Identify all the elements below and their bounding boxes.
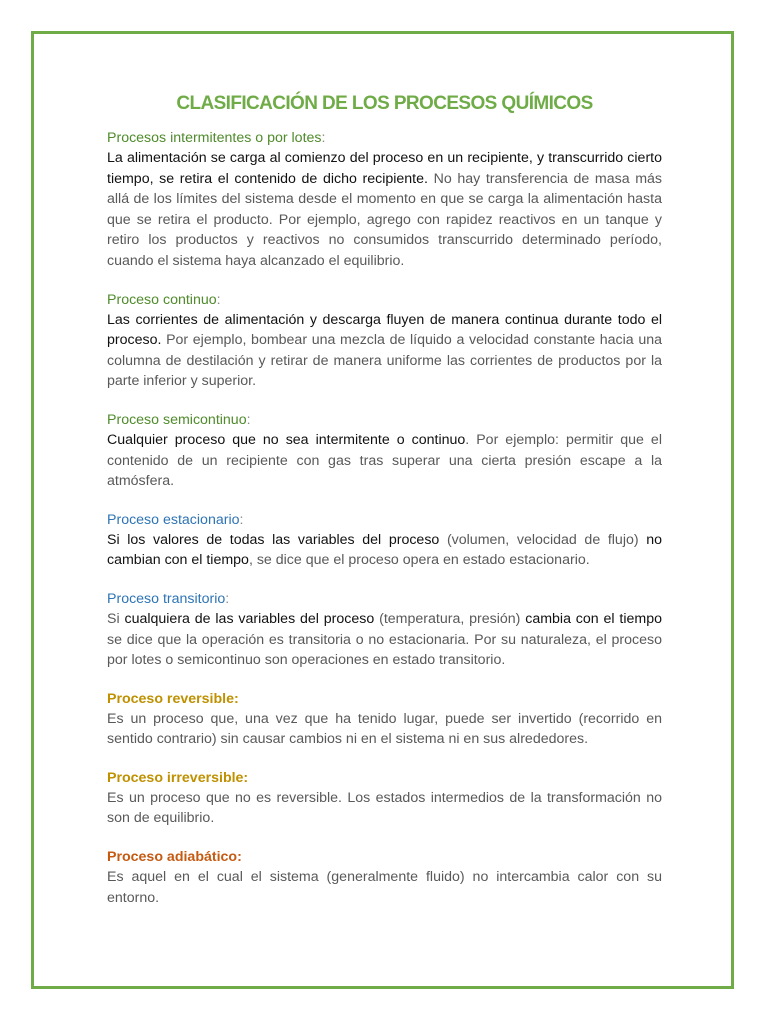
section-transitorio [107, 589, 662, 671]
section-body: Si los valores de todas las variables del proceso (volumen, velocidad de flujo) no cambian con el tiempo, se dice que el proceso opera en estado estacionario. [107, 531, 662, 569]
section-irreversible [107, 768, 662, 829]
section-body: Es un proceso que no es reversible. Los estados intermedios de la transformación no son de equilibrio. [107, 789, 662, 827]
section-body: La alimentación se carga al comienzo del proceso en un recipiente, y transcurrido cierto tiempo, se retira el contenido de dicho recipiente. No hay transferencia de masa más allá de los límites del sistema desde el momento en que se carga la alimentación hasta que se retira el producto. Por ejemplo, agrego con rapidez reactivos en un tanque y retiro los productos y reactivos no consumidos transcurrido determinado período, cuando el sistema haya alcanzado el equilibrio. [107, 150, 663, 269]
section-heading: Proceso adiabático: [107, 849, 242, 866]
section-body: Es un proceso que, una vez que ha tenido lugar, puede ser invertido (recorrido en sentido contrario) sin causar cambios ni en el sistema ni en sus alrededores. [107, 710, 662, 748]
section-body: Si cualquiera de las variables del proceso (temperatura, presión) cambia con el tiempo se dice que la operación es transitoria o no estacionaria. Por su naturaleza, el proceso por lotes o semicontinuo son operaciones en estado transitorio. [107, 610, 662, 669]
document-title: CLASIFICACIÓN DE LOS PROCESOS QUÍMICOS [176, 93, 593, 114]
section-heading: Proceso reversible: [107, 690, 239, 707]
document-content [107, 92, 662, 926]
section-estacionario [107, 510, 662, 571]
section-heading: Proceso semicontinuo: [107, 411, 251, 428]
section-body: Las corrientes de alimentación y descarga fluyen de manera continua durante todo el proceso. Por ejemplo, bombear una mezcla de líquido a velocidad constante hacia una columna de destilación y retirar de manera uniforme las corrientes de productos por la parte inferior y superior. [107, 311, 662, 390]
section-reversible [107, 689, 662, 750]
section-heading: Proceso transitorio: [107, 590, 230, 607]
section-body: Es aquel en el cual el sistema (generalmente fluido) no intercambia calor con su entorno. [107, 869, 662, 906]
section-continuo [107, 290, 662, 392]
section-body: Cualquier proceso que no sea intermitente o continuo. Por ejemplo: permitir que el contenido de un recipiente con gas tras superar una cierta presión escape a la atmósfera. [107, 431, 662, 490]
section-intermitente [107, 128, 662, 272]
section-semicontinuo [107, 410, 662, 492]
section-heading: Proceso estacionario: [107, 511, 244, 528]
section-heading: Procesos intermitentes o por lotes: [107, 130, 326, 146]
section-adiabatico [107, 847, 662, 908]
section-heading: Proceso continuo: [107, 291, 221, 308]
section-heading: Proceso irreversible: [107, 769, 249, 786]
